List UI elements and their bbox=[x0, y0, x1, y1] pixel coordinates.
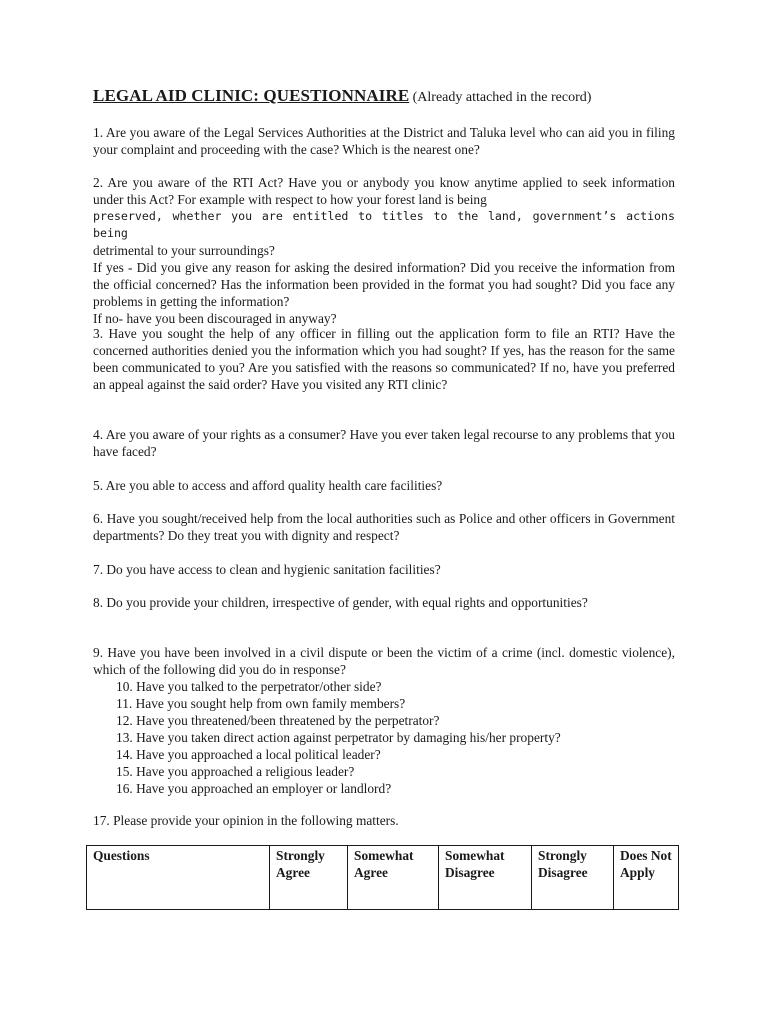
sub-question-13: 13. Have you taken direct action against perpetrator by damaging his/her property? bbox=[116, 730, 561, 745]
sub-question-12: 12. Have you threatened/been threatened by the perpetrator? bbox=[116, 713, 440, 728]
question-5-text: 5. Are you able to access and afford quality health care facilities? bbox=[93, 478, 443, 493]
header-somewhat-agree: Somewhat Agree bbox=[348, 846, 439, 910]
sub-question-list bbox=[116, 678, 676, 797]
question-2-part1: 2. Are you aware of the RTI Act? Have you or anybody you know anytime applied to seek information under this Act? For example with respect to how your forest land is being bbox=[93, 175, 675, 207]
sub-question-10: 10. Have you talked to the perpetrator/other side? bbox=[116, 679, 382, 694]
question-7 bbox=[93, 561, 675, 578]
question-17-text: 17. Please provide your opinion in the following matters. bbox=[93, 813, 399, 828]
document-title bbox=[93, 87, 693, 106]
header-strongly-agree: Strongly Agree bbox=[270, 846, 348, 910]
header-strongly-disagree: Strongly Disagree bbox=[532, 846, 614, 910]
question-9 bbox=[93, 644, 675, 678]
question-1-text: 1. Are you aware of the Legal Services Authorities at the District and Taluka level who can aid you in filing your complaint and proceeding with the case? Which is the nearest one? bbox=[93, 125, 675, 157]
title-note: (Already attached in the record) bbox=[412, 90, 592, 105]
question-6 bbox=[93, 510, 675, 544]
opinion-table bbox=[86, 845, 679, 910]
sub-question-15: 15. Have you approached a religious leader? bbox=[116, 764, 355, 779]
question-3 bbox=[93, 325, 675, 393]
question-1 bbox=[93, 124, 675, 158]
header-questions: Questions bbox=[87, 846, 270, 910]
question-2-part3: detrimental to your surroundings? bbox=[93, 243, 275, 258]
question-6-text: 6. Have you sought/received help from the local authorities such as Police and other officers in Government departments? Do they treat you with dignity and respect? bbox=[93, 511, 675, 543]
title-main: LEGAL AID CLINIC: QUESTIONNAIRE bbox=[93, 86, 410, 105]
question-8-text: 8. Do you provide your children, irrespective of gender, with equal rights and opportunities? bbox=[93, 595, 588, 610]
question-4-text: 4. Are you aware of your rights as a consumer? Have you ever taken legal recourse to any problems that you have faced? bbox=[93, 427, 675, 459]
question-2 bbox=[93, 174, 675, 327]
question-7-text: 7. Do you have access to clean and hygienic sanitation facilities? bbox=[93, 562, 441, 577]
question-2-part2: preserved, whether you are entitled to titles to the land, government’s actions being bbox=[93, 209, 675, 240]
sub-question-14: 14. Have you approached a local political leader? bbox=[116, 747, 381, 762]
question-3-text: 3. Have you sought the help of any officer in filling out the application form to file an RTI? Have the concerned authorities denied you the information which you had sought? If yes, has the reason for the same been communicated to you? Are you satisfied with the reasons so communicated? If no, have you preferred an appeal against the said order? Have you visited any RTI clinic? bbox=[93, 326, 675, 392]
header-somewhat-disagree: Somewhat Disagree bbox=[439, 846, 532, 910]
question-2-if-no: If no- have you been discouraged in anyway? bbox=[93, 311, 337, 326]
question-9-text: 9. Have you have been involved in a civil dispute or been the victim of a crime (incl. domestic violence), which of the following did you do in response? bbox=[93, 645, 675, 677]
sub-question-16: 16. Have you approached an employer or landlord? bbox=[116, 781, 392, 796]
sub-question-11: 11. Have you sought help from own family members? bbox=[116, 696, 406, 711]
question-2-if-yes: If yes - Did you give any reason for asking the desired information? Did you receive the information from the official concerned? Has the information been provided in the format you had sought? Did you face any problems in getting the information? bbox=[93, 260, 675, 309]
header-does-not-apply: Does Not Apply bbox=[614, 846, 679, 910]
table-header-row bbox=[87, 846, 679, 910]
question-8 bbox=[93, 594, 675, 611]
question-4 bbox=[93, 426, 675, 460]
question-17 bbox=[93, 812, 675, 829]
question-5 bbox=[93, 477, 675, 494]
